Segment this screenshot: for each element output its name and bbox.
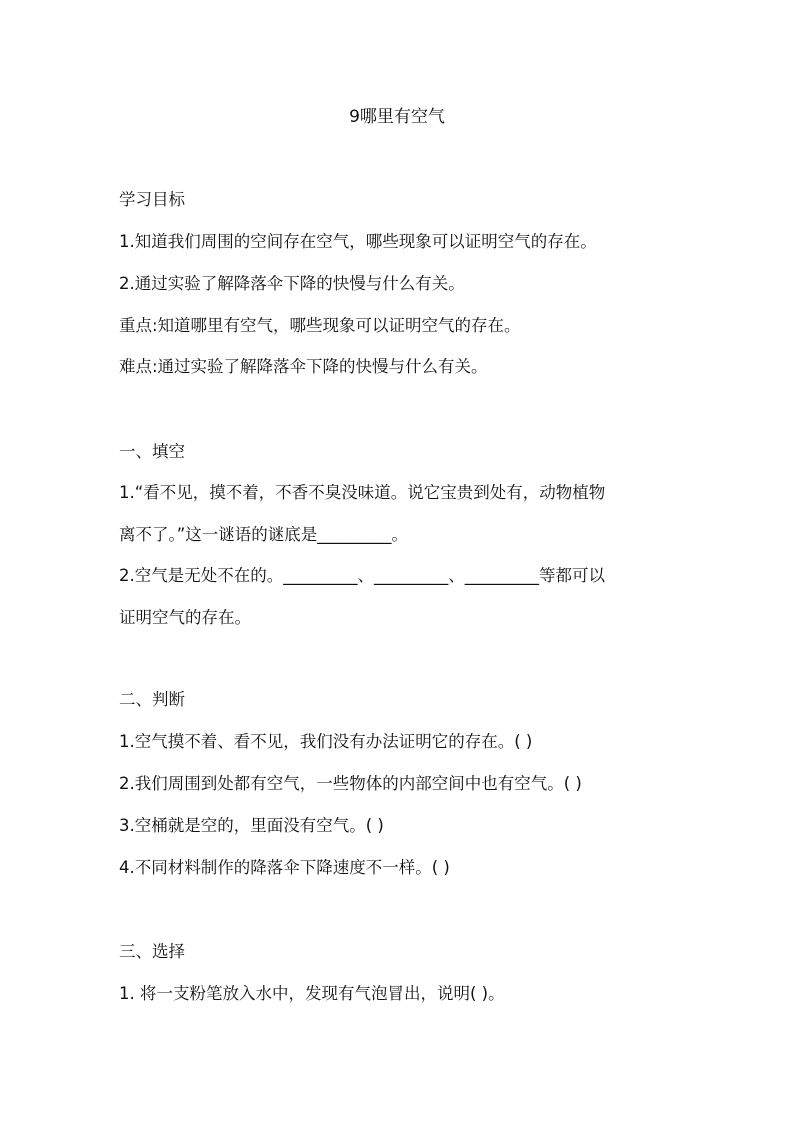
choice-question-1: 1. 将一支粉笔放入水中，发现有气泡冒出，说明( )。 — [119, 984, 505, 1003]
judgment-item: 3.空桶就是空的，里面没有空气。( ) — [119, 816, 384, 835]
fill-blank-heading: 一、填空 — [119, 442, 185, 461]
judgment-heading: 二、判断 — [119, 690, 185, 709]
objective-key-point: 重点:知道哪里有空气，哪些现象可以证明空气的存在。 — [119, 316, 521, 335]
page-title: 9哪里有空气 — [349, 107, 445, 127]
objective-item: 1.知道我们周围的空间存在空气，哪些现象可以证明空气的存在。 — [119, 232, 597, 251]
fill-blank-question-1-cont: 离不了。”这一谜语的谜底是_________。 — [119, 525, 409, 544]
objective-item: 2.通过实验了解降落伞下降的快慢与什么有关。 — [119, 274, 465, 293]
judgment-item: 1.空气摸不着、看不见，我们没有办法证明它的存在。( ) — [119, 732, 533, 751]
judgment-item: 4.不同材料制作的降落伞下降速度不一样。( ) — [119, 858, 450, 877]
objectives-heading: 学习目标 — [119, 190, 185, 209]
choice-heading: 三、选择 — [119, 942, 185, 961]
objective-difficult-point: 难点:通过实验了解降落伞下降的快慢与什么有关。 — [119, 357, 488, 376]
fill-blank-question-2-cont: 证明空气的存在。 — [119, 608, 251, 627]
judgment-item: 2.我们周围到处都有空气，一些物体的内部空间中也有空气。( ) — [119, 774, 582, 793]
fill-blank-question-1: 1.“看不见，摸不着，不香不臭没味道。说它宝贵到处有，动物植物 — [119, 483, 606, 502]
fill-blank-question-2: 2.空气是无处不在的。_________、_________、_________等都可以 — [119, 566, 605, 585]
